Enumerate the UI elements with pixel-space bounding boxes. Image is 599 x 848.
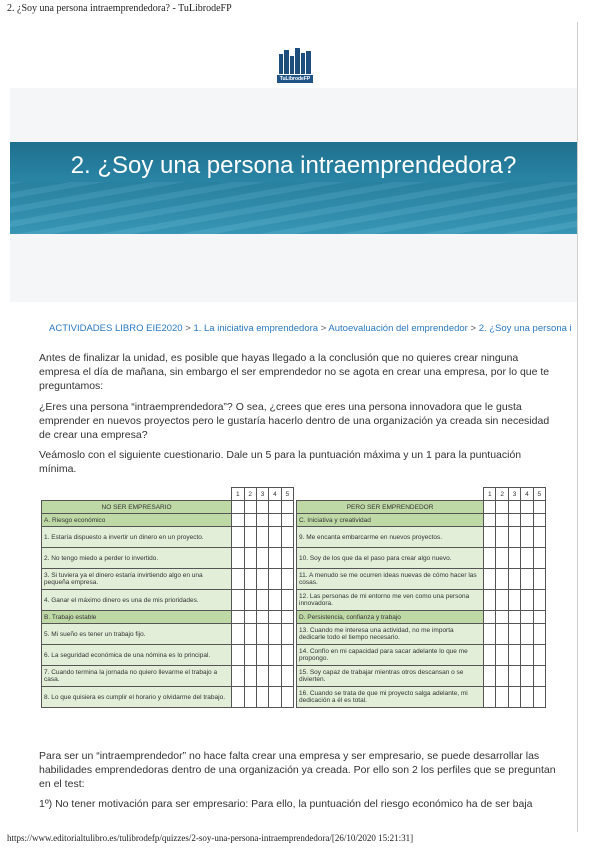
question-row [42,590,294,611]
question-text: 11. A menudo se me ocurren ideas nuevas de cómo hacer las cosas. [297,569,484,590]
table-header: PERO SER EMPRENDEDOR [297,501,484,514]
score-cell [484,501,496,514]
score-cell[interactable] [484,611,496,624]
score-cell[interactable] [269,611,281,624]
score-cell[interactable] [269,527,281,548]
question-row [42,527,294,548]
score-cell[interactable] [269,645,281,666]
score-cell[interactable] [496,687,508,708]
page-frame-border [577,22,578,832]
blank-cell [42,488,232,501]
score-cell[interactable] [244,666,256,687]
score-cell[interactable] [496,590,508,611]
logo-caption: TuLibrodeFP [277,75,313,83]
score-cell[interactable] [496,569,508,590]
score-cell[interactable] [521,645,533,666]
intro-paragraph: Antes de finalizar la unidad, es posible que hayas llegado a la conclusión que no quieres crear ninguna empresa el día de mañana, sin embargo el ser emprendedor no se agota en crear una empresa, por lo que te preguntamos: [39,352,550,392]
question-row [42,666,294,687]
score-cell[interactable] [533,590,545,611]
score-cell [281,501,293,514]
scale-number: 1 [484,488,496,501]
breadcrumb-current: 2. ¿Soy una persona i [478,323,572,334]
breadcrumb-separator: > [470,323,477,334]
score-cell[interactable] [256,645,268,666]
score-cell[interactable] [281,569,293,590]
score-cell[interactable] [533,527,545,548]
scale-number: 3 [256,488,268,501]
score-cell[interactable] [484,645,496,666]
score-cell[interactable] [256,611,268,624]
score-cell[interactable] [269,590,281,611]
score-cell[interactable] [521,569,533,590]
score-cell[interactable] [281,666,293,687]
question-row [297,645,546,666]
score-cell[interactable] [484,687,496,708]
score-cell[interactable] [244,624,256,645]
breadcrumb-link[interactable]: Autoevaluación del emprendedor [328,323,468,334]
score-cell[interactable] [521,624,533,645]
profile-paragraph: 1º) No tener motivación para ser empresario: Para ello, la puntuación del riesgo económico ha de ser baja [39,798,533,810]
question-row [297,624,546,645]
question-text: 6. La seguridad económica de una nómina es lo principal. [42,645,232,666]
score-cell[interactable] [232,590,244,611]
score-cell[interactable] [508,590,520,611]
score-cell[interactable] [508,666,520,687]
score-cell[interactable] [533,548,545,569]
scale-row [42,488,294,501]
breadcrumb-link[interactable]: ACTIVIDADES LIBRO EIE2020 [49,323,183,334]
score-cell[interactable] [484,666,496,687]
score-cell[interactable] [484,514,496,527]
scale-number: 3 [508,488,520,501]
score-cell[interactable] [232,569,244,590]
score-cell[interactable] [521,666,533,687]
score-cell[interactable] [232,624,244,645]
print-footer: https://www.editorialtulibro.es/tulibrodefp/quizzes/2-soy-una-persona-intraemprendedora/[26/10/2020 15:21:31] [7,833,414,843]
breadcrumb [49,323,577,334]
score-cell[interactable] [232,548,244,569]
question-text: 9. Me encanta embarcarme en nuevos proyectos. [297,527,484,548]
question-row [297,548,546,569]
score-cell[interactable] [496,624,508,645]
score-cell[interactable] [508,548,520,569]
score-cell[interactable] [269,514,281,527]
breadcrumb-separator: > [185,323,191,334]
score-cell[interactable] [244,590,256,611]
score-cell[interactable] [269,687,281,708]
question-text: 10. Soy de los que da el paso para crear algo nuevo. [297,548,484,569]
question-row [297,569,546,590]
table-header-row [297,501,546,514]
scale-number: 2 [496,488,508,501]
questionnaire-table-right [296,487,546,708]
score-cell [244,501,256,514]
score-cell[interactable] [256,569,268,590]
score-cell[interactable] [508,514,520,527]
table-header: NO SER EMPRESARIO [42,501,232,514]
score-cell[interactable] [533,687,545,708]
score-cell[interactable] [269,569,281,590]
question-text: 15. Soy capaz de trabajar mientras otros descansan o se divierten. [297,666,484,687]
score-cell[interactable] [256,624,268,645]
score-cell [533,501,545,514]
page-title: 2. ¿Soy una persona intraemprendedora? [70,152,517,179]
score-cell[interactable] [244,514,256,527]
score-cell[interactable] [256,514,268,527]
score-cell[interactable] [232,666,244,687]
score-cell [256,501,268,514]
score-cell[interactable] [533,645,545,666]
score-cell[interactable] [244,611,256,624]
score-cell[interactable] [521,548,533,569]
score-cell[interactable] [521,611,533,624]
scale-number: 5 [533,488,545,501]
score-cell[interactable] [256,687,268,708]
score-cell[interactable] [281,590,293,611]
question-text: 3. Si tuviera ya el dinero estaría invirtiendo algo en una pequeña empresa. [42,569,232,590]
score-cell [521,501,533,514]
score-cell[interactable] [508,687,520,708]
scale-number: 4 [521,488,533,501]
score-cell[interactable] [244,569,256,590]
section-row [297,611,546,624]
score-cell [269,501,281,514]
question-text: 1. Estaría dispuesto a invertir un dinero en un proyecto. [42,527,232,548]
breadcrumb-link[interactable]: 1. La iniciativa emprendedora [193,323,319,334]
question-paragraph: ¿Eres una persona “intraemprendedora”? O sea, ¿crees que eres una persona innovadora que le gusta emprender en nuevos proyectos pero le gustaría hacerlo dentro de una organización ya creada sin necesidad de crear una empresa? [39,401,550,441]
question-text: 13. Cuando me interesa una actividad, no me importa dedicarle todo el tiempo necesario. [297,624,484,645]
question-text: 7. Cuando termina la jornada no quiero llevarme el trabajo a casa. [42,666,232,687]
question-text: 4. Ganar el máximo dinero es una de mis prioridades. [42,590,232,611]
score-cell[interactable] [281,624,293,645]
score-cell[interactable] [232,687,244,708]
score-cell[interactable] [521,687,533,708]
score-cell[interactable] [533,624,545,645]
score-cell [232,501,244,514]
question-row [297,666,546,687]
score-cell[interactable] [244,645,256,666]
questionnaire-table-left [41,487,294,708]
table-header-row [42,501,294,514]
question-text: 14. Confío en mi capacidad para sacar adelante lo que me propongo. [297,645,484,666]
score-cell[interactable] [281,548,293,569]
score-cell[interactable] [496,514,508,527]
score-cell[interactable] [496,611,508,624]
score-cell[interactable] [508,569,520,590]
breadcrumb-separator: > [320,323,327,334]
question-row [297,527,546,548]
score-cell[interactable] [232,611,244,624]
score-cell[interactable] [484,548,496,569]
score-cell[interactable] [484,590,496,611]
score-cell[interactable] [521,590,533,611]
score-cell[interactable] [269,666,281,687]
question-row [297,687,546,708]
score-cell[interactable] [484,569,496,590]
question-text: 12. Las personas de mi entorno me ven como una persona innovadora. [297,590,484,611]
score-cell[interactable] [496,527,508,548]
section-row [42,514,294,527]
question-text: 16. Cuando se trata de que mi proyecto salga adelante, mi dedicación a él es total. [297,687,484,708]
scale-number: 4 [269,488,281,501]
score-cell[interactable] [281,514,293,527]
scale-number: 2 [244,488,256,501]
question-row [42,645,294,666]
conclusion-paragraph: Para ser un “intraemprendedor” no hace falta crear una empresa y ser empresario, se puede desarrollar las habilidades emprendedoras dentro de una organización ya creada. Por ello son 2 los perfiles que se preguntan en el test: [39,750,556,790]
hero-banner [10,142,577,234]
instructions-paragraph: Veámoslo con el siguiente cuestionario. Dale un 5 para la puntuación máxima y un 1 para la puntuación mínima. [39,449,522,475]
score-cell[interactable] [232,645,244,666]
question-row [42,548,294,569]
score-cell[interactable] [484,624,496,645]
section-row [297,514,546,527]
site-logo[interactable] [277,47,313,83]
score-cell[interactable] [244,687,256,708]
score-cell[interactable] [521,527,533,548]
hero-top-band [10,88,577,142]
score-cell [496,501,508,514]
score-cell[interactable] [281,611,293,624]
score-cell[interactable] [496,548,508,569]
score-cell[interactable] [496,666,508,687]
score-cell[interactable] [521,514,533,527]
question-text: 2. No tengo miedo a perder lo invertido. [42,548,232,569]
score-cell[interactable] [244,548,256,569]
score-cell[interactable] [281,645,293,666]
section-row [42,611,294,624]
score-cell[interactable] [256,527,268,548]
score-cell[interactable] [256,548,268,569]
score-cell[interactable] [269,548,281,569]
score-cell[interactable] [533,666,545,687]
section-label: A. Riesgo económico [42,514,232,527]
hero-bottom-band [10,234,577,302]
score-cell[interactable] [256,590,268,611]
section-label: D. Persistencia, confianza y trabajo [297,611,484,624]
question-row [42,569,294,590]
question-text: 5. Mi sueño es tener un trabajo fijo. [42,624,232,645]
question-row [42,624,294,645]
score-cell[interactable] [508,645,520,666]
section-label: B. Trabajo estable [42,611,232,624]
scale-number: 5 [281,488,293,501]
score-cell [508,501,520,514]
question-text: 8. Lo que quisiera es cumplir el horario y olvidarme del trabajo. [42,687,232,708]
score-cell[interactable] [256,666,268,687]
print-header: 2. ¿Soy una persona intraemprendedora? - TuLibrodeFP [7,3,232,14]
question-row [297,590,546,611]
score-cell[interactable] [232,527,244,548]
score-cell[interactable] [508,527,520,548]
score-cell[interactable] [281,687,293,708]
score-cell[interactable] [533,569,545,590]
score-cell[interactable] [244,527,256,548]
section-label: C. Iniciativa y creatividad [297,514,484,527]
score-cell[interactable] [269,624,281,645]
score-cell[interactable] [281,527,293,548]
scale-row [297,488,546,501]
scale-number: 1 [232,488,244,501]
score-cell[interactable] [496,645,508,666]
score-cell[interactable] [508,624,520,645]
blank-cell [297,488,484,501]
score-cell[interactable] [484,527,496,548]
score-cell[interactable] [232,514,244,527]
score-cell[interactable] [533,514,545,527]
score-cell[interactable] [533,611,545,624]
question-row [42,687,294,708]
score-cell[interactable] [508,611,520,624]
